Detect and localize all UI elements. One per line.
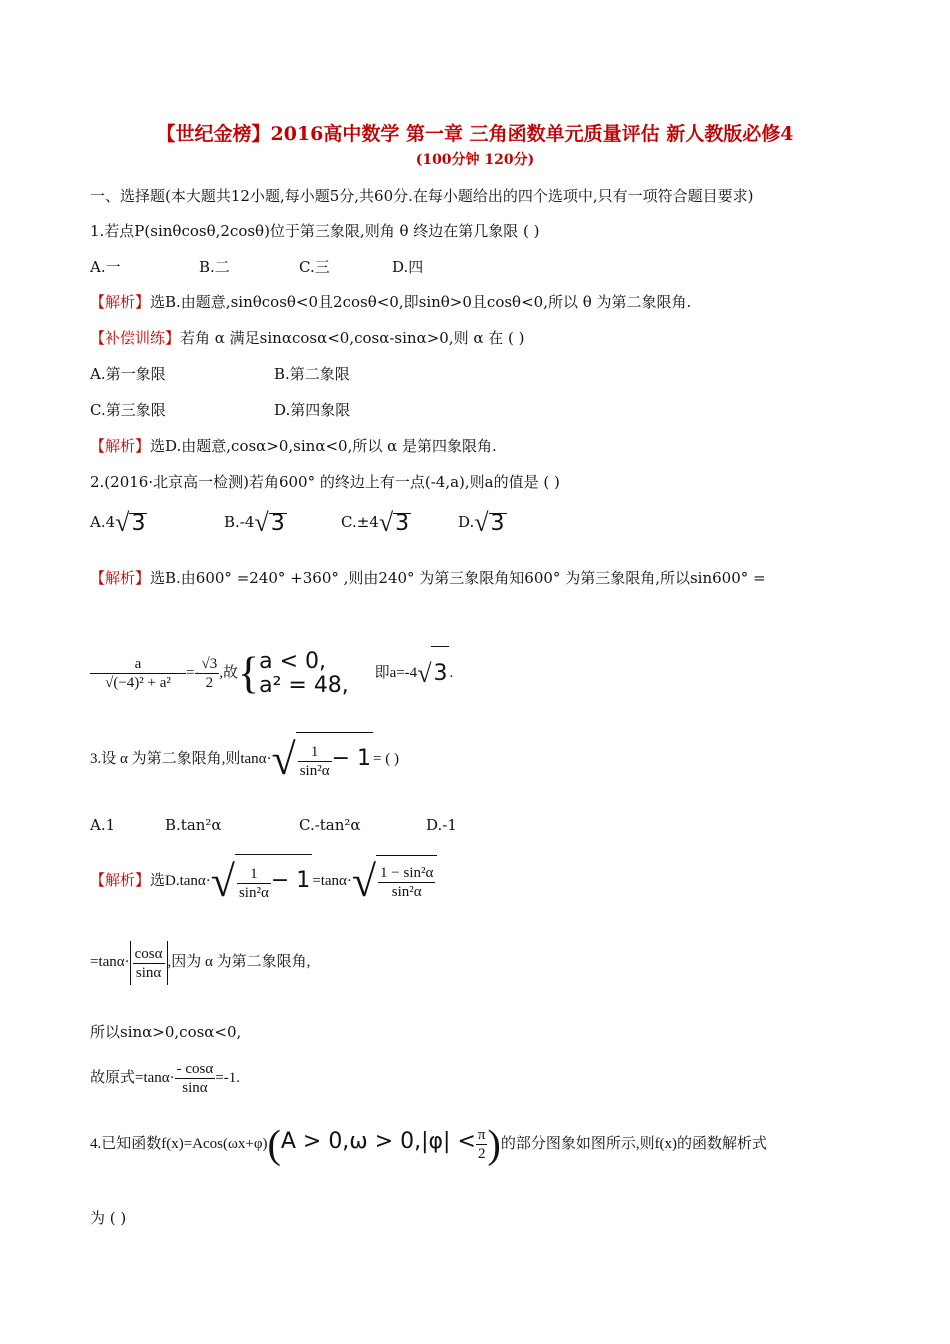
analysis-text: 选B.由题意,sinθcosθ<0且2cosθ<0,即sinθ>0且cosθ<0,所以 θ 为第二象限角.	[150, 293, 692, 311]
q3-line3: 所以sinα>0,cosα<0,	[90, 1023, 242, 1041]
analysis-tag: 【解析】	[90, 437, 151, 455]
bc-option-d: D.第四象限	[274, 401, 351, 419]
q2-option-d: D.√3	[458, 508, 505, 538]
q3-option-a: A.1	[90, 816, 116, 834]
q1-option-a: A.一	[90, 258, 121, 276]
page-title: 【世纪金榜】2016高中数学 第一章 三角函数单元质量评估 新人教版必修4	[156, 123, 794, 145]
analysis-text: 选D.由题意,cosα>0,sinα<0,所以 α 是第四象限角.	[150, 437, 497, 455]
q1-option-d: D.四	[392, 258, 424, 276]
q2-analysis	[90, 568, 766, 588]
q2-option-a: A.4√3	[90, 508, 146, 538]
analysis-tag: 【解析】	[90, 569, 151, 587]
q1-stem: 1.若点P(sinθcosθ,2cosθ)位于第三象限,则角 θ 终边在第几象限 ( )	[90, 222, 540, 240]
q2-option-b: B.-4√3	[224, 508, 285, 538]
q3-option-c: C.-tan²α	[299, 816, 361, 834]
q2-option-c: C.±4√3	[341, 508, 410, 538]
q4-stem: 4.已知函数f(x)=Acos(ωx+φ)(A > 0,ω > 0,|φ| < $\frac{\pi}{2}$ )的部分图象如图所示,则f(x)的函数解析式	[90, 1121, 768, 1167]
analysis-text: 选B.由600° =240° +360° ,则由240° 为第三象限角知600° 为第三象限角,所以sin600° =	[150, 569, 766, 587]
q3-line4: 故原式=tanα· $\frac{- \cos\alpha}{\sin\alpha}$ =-1.	[90, 1061, 240, 1097]
bc-tag: 【补偿训练】	[90, 329, 181, 347]
q1-option-b: B.二	[199, 258, 230, 276]
bc-option-a: A.第一象限	[90, 365, 166, 383]
q3-line2: =tanα· $\frac{\cos\alpha}{\sin\alpha}$ ,因为 α 为第二象限角,	[90, 940, 310, 985]
bc-option-c: C.第三象限	[90, 401, 166, 419]
bc-option-b: B.第二象限	[274, 365, 350, 383]
analysis-tag: 【解析】	[90, 293, 151, 311]
q1-option-c: C.三	[299, 258, 330, 276]
page-subtitle: (100分钟 120分)	[415, 152, 535, 168]
q3-option-b: B.tan²α	[165, 816, 222, 834]
q2-equation: $\frac{a}{\text{√(−4)² + a²}}$ =- $\frac{√3}{2}$ ,故{ a < 0, a² = 48, 即a=-4√3 .	[90, 646, 453, 701]
q3-stem: 3.设 α 为第二象限角,则tanα·√ $\frac{1}{\text{sin²α}}$ − 1 = ( )	[90, 732, 399, 787]
q3-analysis: 【解析】选D.tanα·√ $\frac{1}{\text{sin²α}}$ − 1 =tanα·√ $\frac{\text{1 − sin²α}}{\text{sin²α}}$	[90, 854, 437, 909]
bc-analysis	[90, 436, 497, 456]
q2-stem: 2.(2016·北京高一检测)若角600° 的终边上有一点(-4,a),则a的值是 ( )	[90, 473, 560, 491]
bc-stem: 若角 α 满足sinαcosα<0,cosα-sinα>0,则 α 在 ( )	[180, 329, 525, 347]
q3-option-d: D.-1	[426, 816, 457, 834]
q1-bc	[90, 328, 525, 348]
section-heading: 一、选择题(本大题共12小题,每小题5分,共60分.在每小题给出的四个选项中,只有一项符合题目要求)	[90, 187, 754, 205]
q1-analysis	[90, 292, 691, 312]
q4-stem-cont: 为 ( )	[90, 1209, 127, 1227]
